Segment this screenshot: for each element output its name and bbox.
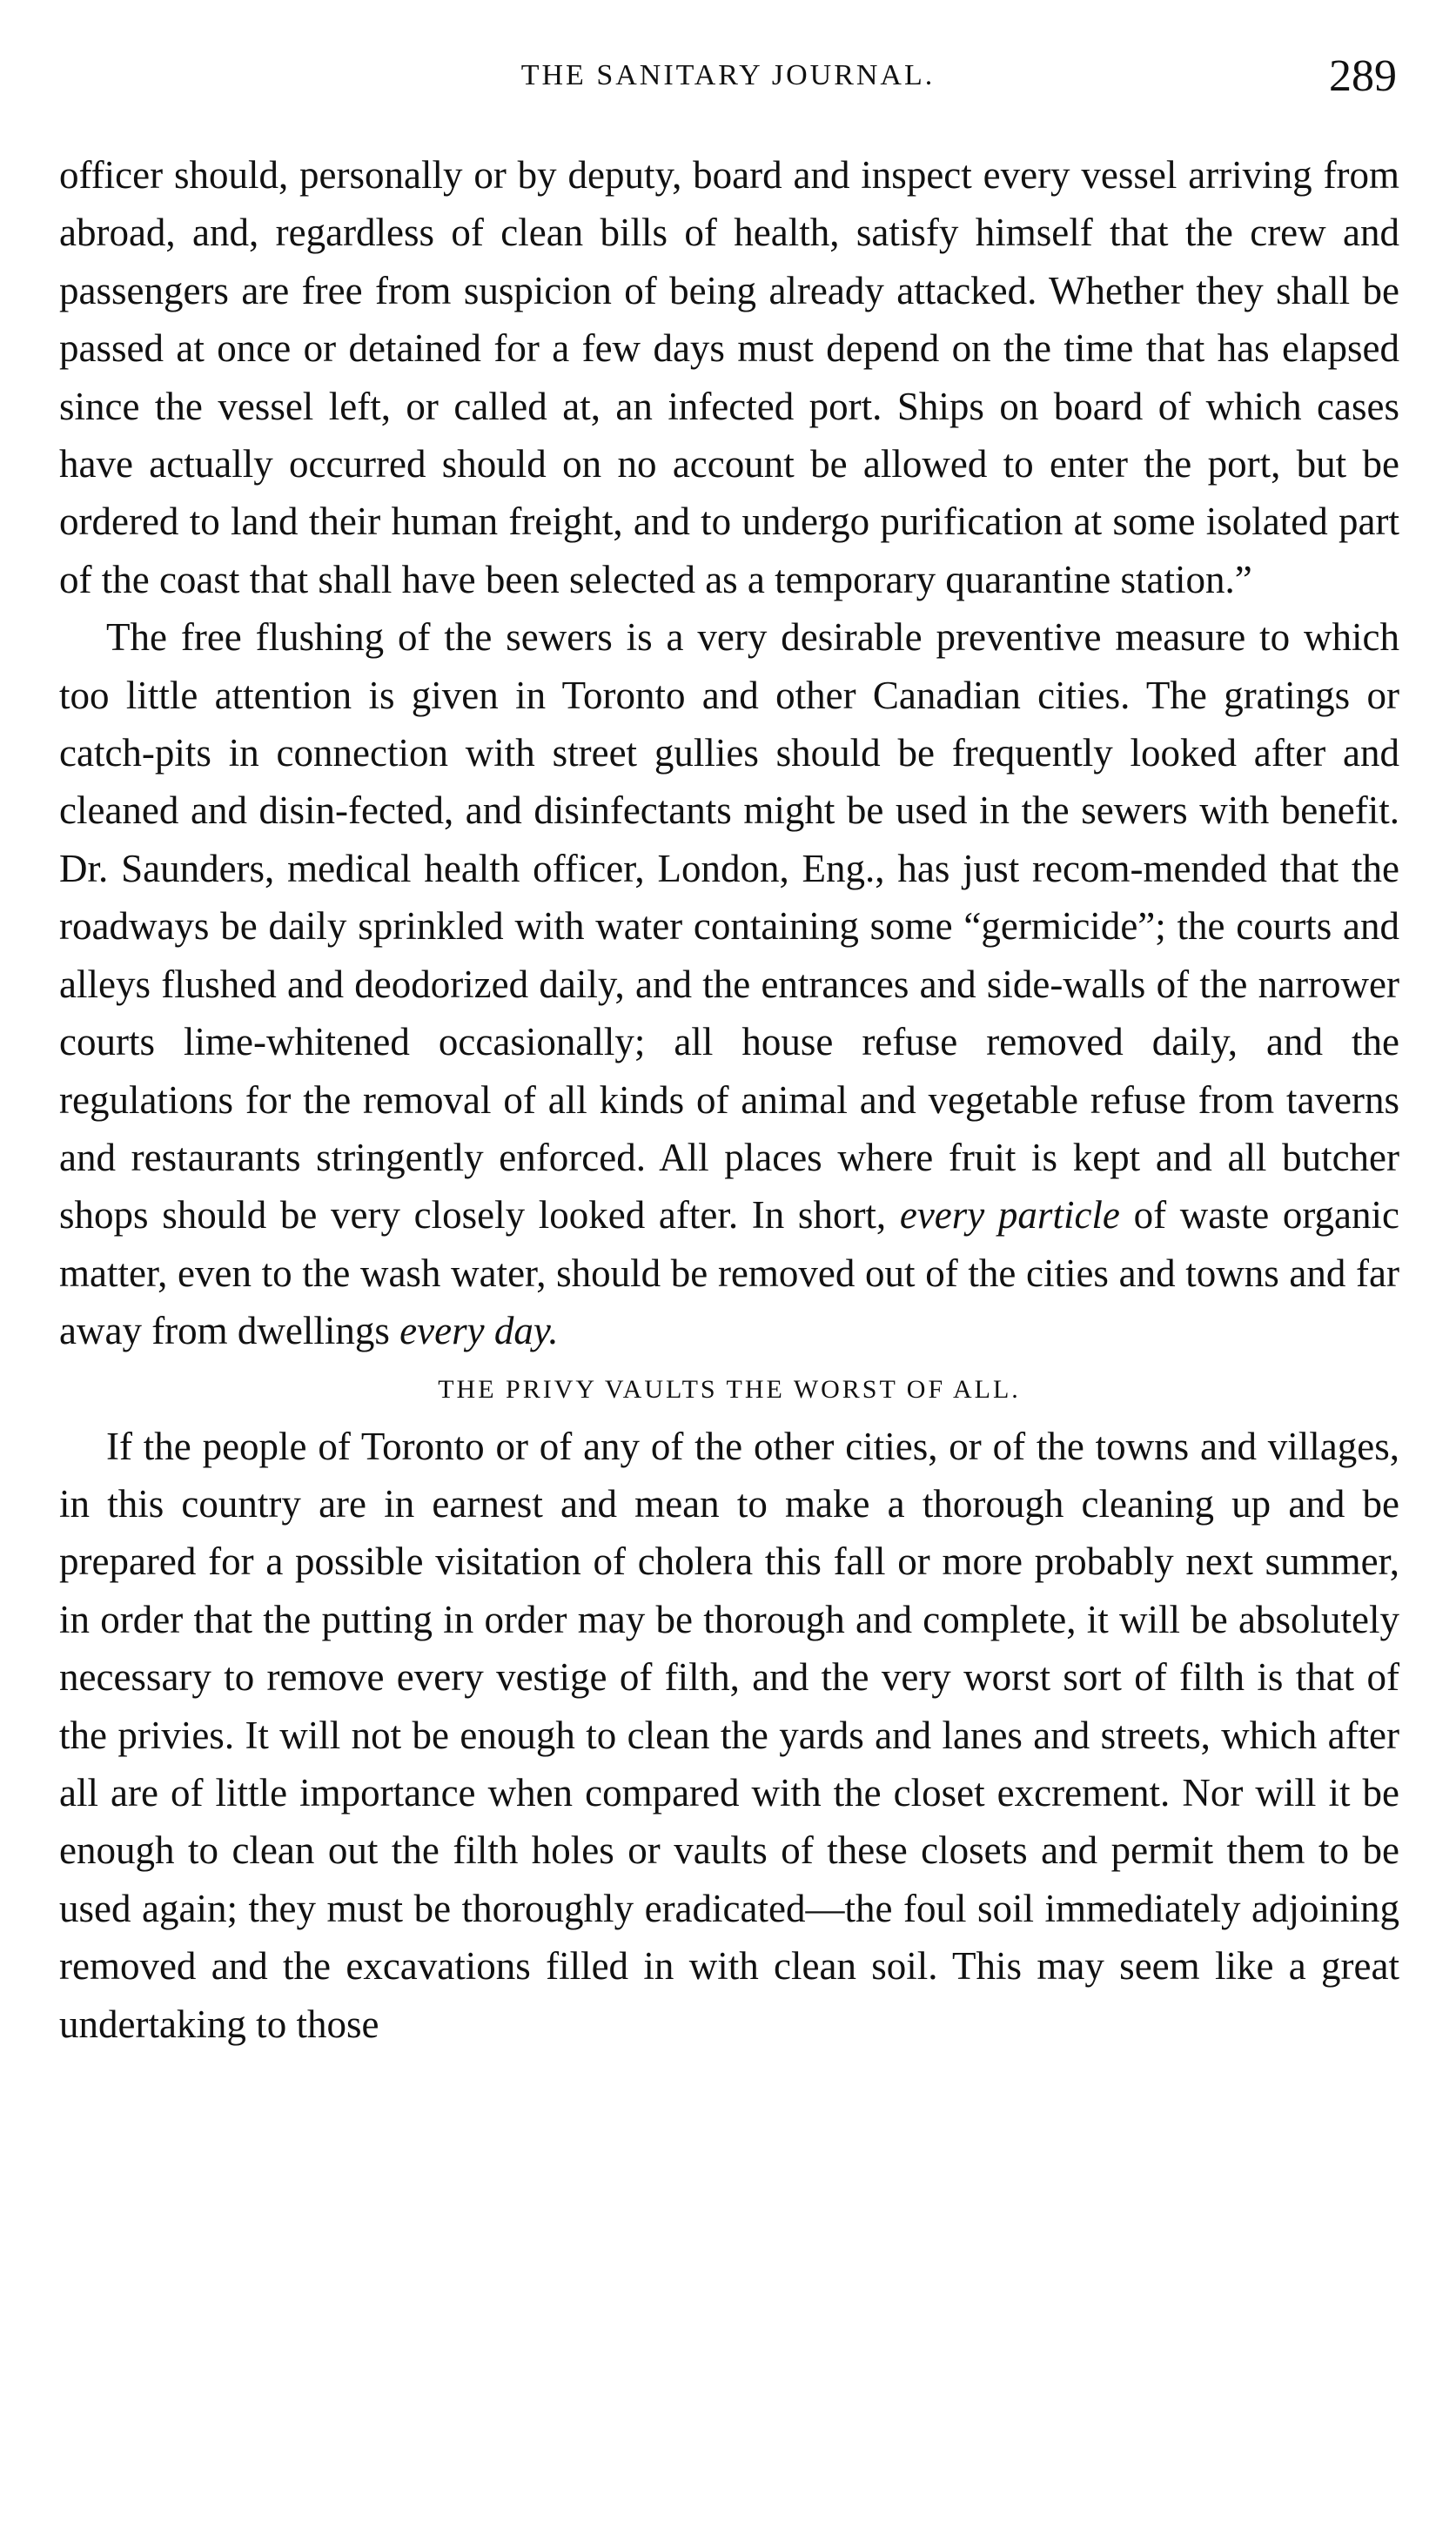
paragraph-quarantine: officer should, personally or by deputy, board and inspect every vessel arriving from abroad, and, regardless of clean bills of health, satisfy himself that the crew and passengers are free from suspicion of being already attacked. Whether they shall be passed at once or detained for a few days must depend on the time that has elapsed since the vessel left, or called at, an infected port. Ships on board of which cases have actually occurred should on no account be allowed to enter the port, but be ordered to land their human freight, and to undergo purification at some isolated part of the coast that shall have been selected as a temporary quarantine station.” xyxy=(59,153,1399,601)
paragraph-privy-vaults: If the people of Toronto or of any of the other cities, or of the towns and villages, in this country are in earnest and mean to make a thorough cleaning up and be prepared for a possible visitation of cholera this fall or more probably next summer, in order that the putting in order may be thorough and complete, it will be absolutely necessary to remove every vestige of filth, and the very worst sort of filth is that of the privies. It will not be enough to clean the yards and lanes and streets, which after all are of little importance when compared with the closet excrement. Nor will it be enough to clean out the filth holes or vaults of these closets and permit them to be used again; they must be thoroughly eradicated—the foul soil immediately adjoining removed and the excavations filled in with clean soil. This may seem like a great undertaking to those xyxy=(59,1424,1399,2046)
body-text xyxy=(59,146,1399,2053)
section-heading: THE PRIVY VAULTS THE WORST OF ALL. xyxy=(438,1374,1021,1404)
journal-title: THE SANITARY JOURNAL. xyxy=(520,59,936,91)
paragraph-sewers xyxy=(59,608,1399,1359)
emphasis-every-day: every day. xyxy=(399,1309,559,1353)
page-number: 289 xyxy=(1329,51,1397,101)
running-head xyxy=(0,50,1456,103)
paragraph-sewers-text-b: of waste organic matter, even to the wash water, should be removed out of the cities and towns and far away from dwellings xyxy=(59,1193,1399,1353)
paragraph-sewers-text-a: The free flushing of the sewers is a very desirable preventive measure to which too little attention is given in Toronto and other Canadian cities. The gratings or catch-pits in connection with street gullies should be frequently looked after and cleaned and disin-fected, and disinfectants might be used in the sewers with benefit. Dr. Saunders, medical health officer, London, Eng., has just recom-mended that the roadways be daily sprinkled with water containing some “germicide”; the courts and alleys flushed and deodorized daily, and the entrances and side-walls of the narrower courts lime-whitened occasionally; all house refuse removed daily, and the regulations for the removal of all kinds of animal and vegetable refuse from taverns and restaurants stringently enforced. All places where fruit is kept and all butcher shops should be very closely looked after. In short, xyxy=(59,615,1399,1238)
emphasis-every-particle: every particle xyxy=(899,1193,1120,1238)
